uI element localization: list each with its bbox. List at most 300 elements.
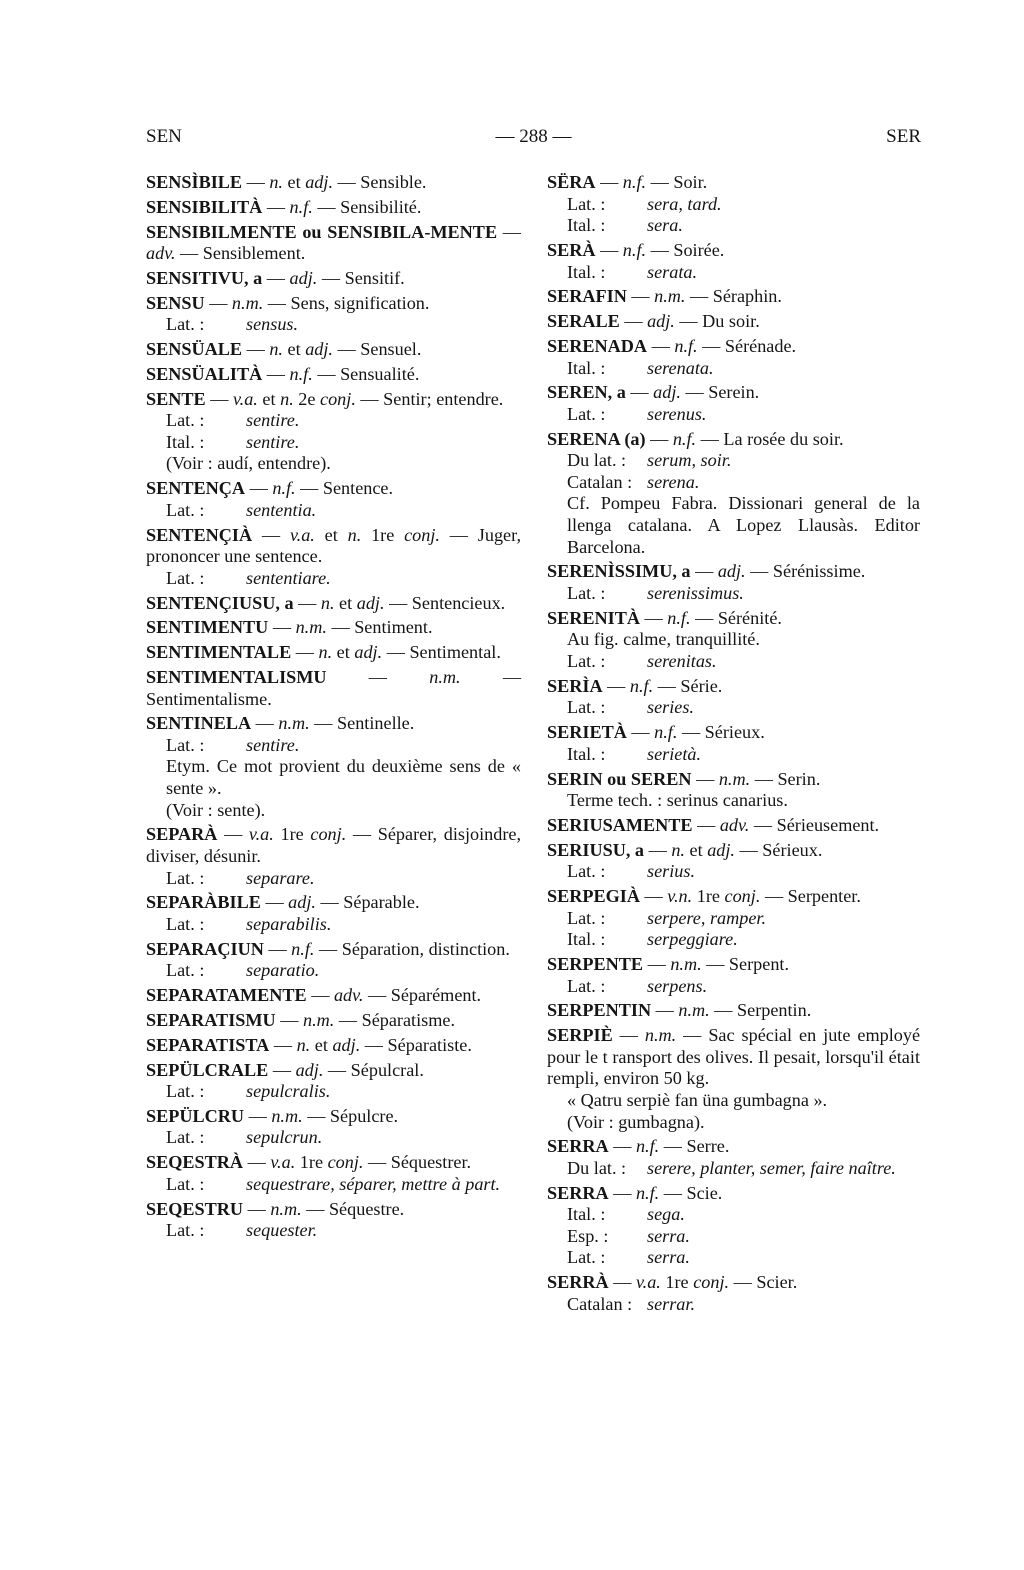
conj-label: conj. [327,1152,364,1173]
part-of-speech: n.m. [231,292,264,313]
conjugation: 1re [280,824,304,845]
entry-note: (Voir : gumbagna). [567,1111,705,1132]
etymology-line [547,1158,920,1180]
conjugation: 2e [298,388,316,409]
etymology-value: serum, soir. [647,450,732,471]
headword: SEQESTRÀ [146,1152,244,1173]
definition: Sentencieux. [411,592,506,613]
etymology-value: serra. [647,1225,690,1246]
headword: SENTE [146,388,206,409]
dictionary-entry [146,939,521,982]
dictionary-entry [146,1152,521,1195]
headword: SERIETÀ [547,722,627,743]
dictionary-entry [146,364,521,386]
etymology-line [547,215,920,237]
definition: Scie. [686,1182,723,1203]
headword: SERIUSAMENTE [547,814,693,835]
definition: Serein. [708,382,760,403]
dictionary-entry [547,172,920,237]
etymology-label: Ital. : [567,357,606,378]
headword: SENSÜALITÀ [146,363,263,384]
headword: SENSÌBILE [146,172,243,192]
part-of-speech: adj. [653,382,681,403]
etymology-value: serpere, ramper. [647,907,767,928]
etymology-line [146,868,521,890]
headword: SERÌA [547,675,603,696]
etymology-line [547,194,920,216]
part-of-speech: adj. [289,267,318,288]
definition: Séparable. [343,892,420,913]
etymology-label: Lat. : [567,697,606,718]
entry-line: SENTINELA — n.m. — Sentinelle. [146,713,415,734]
entry-line: SERÌA — n.f. — Série. [547,675,723,696]
entry-line: SEPARATISTA — n. et adj. — Séparatiste. [146,1034,472,1055]
part-of-speech: n. [318,642,333,663]
etymology-label: Lat. : [166,914,205,934]
etymology-label: Lat. : [567,907,606,928]
dictionary-entry [547,286,920,308]
headword: SËRA [547,172,596,192]
headword: SENSIBILMENTE ou SENSIBILA-MENTE [146,221,498,242]
dictionary-entry [146,1060,521,1103]
etymology-line [146,1220,521,1242]
entry-note: Terme tech. : serinus canarius. [567,790,788,811]
entry-line: SERPIÈ — n.m. — Sac spécial en jute employé pour le t ransport des olives. Il pesait, lorsqu'il était rempli, environ 50 kg. [547,1025,921,1089]
part-of-speech: n.m. [302,1009,335,1030]
conjugation: 1re [696,886,720,907]
entry-note: « Qatru serpiè fan üna gumbagna ». [567,1089,828,1110]
entry-line: SENTIMENTU — n.m. — Sentiment. [146,617,433,638]
headword: SENSITIVU, a [146,267,263,288]
definition: Sensiblement. [202,243,306,264]
left-column [146,172,521,1245]
headword: SERIN ou SEREN [547,768,692,789]
part-of-speech: n.f. [654,722,678,743]
entry-line: SEPARAÇIUN — n.f. — Séparation, distinction. [146,938,510,959]
part-of-speech: v.a. [270,1152,296,1173]
dictionary-entry [146,339,521,361]
headword: SERENA (a) [547,428,646,449]
etymology-value: serius. [647,861,695,882]
etymology-value: serena. [647,471,700,492]
part-of-speech: n.m. [644,1025,677,1046]
headword: SERENITÀ [547,607,640,628]
entry-line: SENTENÇIUSU, a — n. et adj. — Sentencieux. [146,592,506,613]
headword: SENTIMENTU [146,617,269,638]
etymology-label: Lat. : [166,314,205,335]
etymology-value: sentire. [246,431,300,452]
dictionary-entry [146,892,521,935]
part-of-speech: n. [269,339,283,360]
etymology-value: sequestrare, séparer, mettre à part. [246,1173,501,1194]
part-of-speech: n.f. [289,363,313,384]
entry-line: SERENADA — n.f. — Sérénade. [547,335,797,356]
entry-line: SERIUSAMENTE — adv. — Sérieusement. [547,814,880,835]
definition: Séparation, distinction. [341,938,510,959]
part-of-speech: adj. [717,561,746,582]
definition: Serre. [686,1136,730,1157]
dictionary-entry [146,1035,521,1057]
part-of-speech: n.m. [278,713,310,734]
dictionary-entry [146,593,521,615]
dictionary-entry [547,676,920,719]
etymology-line [547,1294,920,1316]
etymology-line [146,1081,521,1103]
definition: Sérieux. [762,839,823,860]
entry-line: SENTENÇIÀ — v.a. et n. 1re conj. — Juger, prononcer une sentence. [146,524,522,567]
part-of-speech: adj. [647,311,675,332]
entry-line: SEPARATISMU — n.m. — Séparatisme. [146,1009,456,1030]
etymology-value: sega. [647,1204,685,1225]
part-of-speech: n.m. [678,1000,710,1021]
headword: SEPARÀBILE [146,892,261,913]
etymology-value: serere, planter, semer, faire naître. [647,1157,896,1178]
dictionary-entry [146,197,521,219]
dictionary-entry [547,722,920,765]
etymology-label: Esp. : [567,1225,609,1246]
etymology-value: separatio. [246,960,320,981]
definition: Sépulcre. [329,1105,399,1126]
headword: SERPENTIN [547,1000,652,1021]
part-of-speech: n.m. [271,1105,303,1126]
entry-line: SERALE — adj. — Du soir. [547,311,760,332]
etymology-value: serenitas. [647,650,717,671]
part-of-speech: n.f. [622,239,647,260]
etymology-line [547,583,920,605]
dictionary-entry [547,840,920,883]
etymology-value: sequester. [246,1220,318,1241]
headword: SERPIÈ [547,1025,613,1046]
etymology-line [547,404,920,426]
entry-line: SEPÜLCRU — n.m. — Sépulcre. [146,1105,399,1126]
entry-line: SENSITIVU, a — adj. — Sensitif. [146,267,405,288]
etymology-value: serra. [647,1247,690,1268]
part-of-speech: adj. [288,892,316,913]
dictionary-entry [547,886,920,951]
etymology-label: Lat. : [166,960,205,981]
etymology-line [547,861,920,883]
etymology-label: Catalan : [567,471,633,492]
definition: Séparément. [390,985,482,1006]
entry-line: SENSÌBILE — n. et adj. — Sensible. [146,172,427,192]
etymology-line [146,914,521,936]
dictionary-entry [547,561,920,604]
conj-label: conj. [310,824,347,845]
part-of-speech: n. [671,839,685,860]
headword: SERAFIN [547,286,627,307]
etymology-value: sententiare. [246,567,331,588]
entry-line: SERENÌSSIMU, a — adj. — Sérénissime. [547,561,866,582]
entry-note: (Voir : audí, entendre). [166,453,331,474]
entry-line: SEPARÀBILE — adj. — Séparable. [146,892,420,913]
headword: SENTINELA [146,713,252,734]
entry-line: SERPENTIN — n.m. — Serpentin. [547,1000,812,1021]
entry-line: SERPEGIÀ — v.n. 1re conj. — Serpenter. [547,886,861,907]
conjugation: 1re [299,1152,324,1173]
headword: SEPÜLCRALE [146,1059,269,1080]
part-of-speech: v.a. [635,1272,661,1293]
definition: Sensible. [360,172,427,192]
entry-note: (Voir : sente). [166,799,266,820]
definition: Serpentin. [737,1000,812,1021]
dictionary-entry [146,824,521,889]
etymology-label: Ital. : [567,743,606,764]
running-head-right: SER [886,126,921,147]
entry-note: Au fig. calme, tranquillité. [567,629,760,650]
etymology-line [547,358,920,380]
part-of-speech-2: adj. [305,172,333,192]
etymology-line [146,500,521,522]
dictionary-entry [547,1025,920,1133]
dictionary-entry [547,1183,920,1269]
part-of-speech: n. [269,172,283,192]
part-of-speech-2: adj. [354,642,383,663]
etymology-label: Lat. : [567,650,606,671]
part-of-speech: n.m. [270,1198,302,1219]
definition: Sépulcral. [350,1059,424,1080]
dictionary-entry [146,268,521,290]
definition: Sérieux. [704,722,765,743]
dictionary-entry [547,608,920,673]
definition: Sens, signification. [290,292,430,313]
entry-line: SERENA (a) — n.f. — La rosée du soir. [547,428,844,449]
conj-label: conj. [320,388,356,409]
etymology-value: series. [647,697,694,718]
definition: Du soir. [702,311,760,332]
etymology-value: serpens. [647,975,708,996]
dictionary-entry [547,336,920,379]
part-of-speech: adv. [146,243,176,264]
part-of-speech: n.f. [667,607,691,628]
dictionary-entry [547,429,920,559]
definition: Sensitif. [344,267,405,288]
etymology-line [547,1204,920,1226]
headword: SERENÌSSIMU, a [547,561,691,582]
entry-line: SEREN, a — adj. — Serein. [547,382,760,403]
etymology-label: Lat. : [166,499,205,520]
part-of-speech: n.f. [272,478,296,499]
entry-line: SENSIBILMENTE ou SENSIBILA-MENTE — adv. — Sensiblement. [146,221,521,264]
definition: Scier. [756,1272,798,1293]
etymology-label: Lat. : [166,1127,205,1148]
headword: SENTENÇIUSU, a [146,592,294,613]
etymology-label: Lat. : [567,583,606,603]
definition: Sensuel. [360,339,422,360]
etymology-line [547,908,920,930]
page-number: — 288 — [495,126,572,147]
etymology-label: Ital. : [567,929,606,950]
definition: Sentir; entendre. [383,388,504,409]
etymology-value: sentire. [246,410,300,431]
part-of-speech: n.m. [429,666,461,687]
headword: SENSÜALE [146,339,243,360]
etymology-value: serpeggiare. [647,929,738,950]
definition: Soir. [673,172,708,192]
etymology-label: Ital. : [567,1204,606,1225]
conjugation: 1re [371,524,395,545]
dictionary-entry [146,293,521,336]
part-of-speech-2: n. [347,524,362,545]
part-of-speech: n.f. [672,428,697,449]
etymology-line [547,1247,920,1269]
part-of-speech-2: adj. [305,339,333,360]
definition: Sensualité. [340,363,420,384]
etymology-label: Lat. : [166,734,205,755]
definition: Séparer, disjoindre, diviser, désunir. [146,824,522,867]
part-of-speech: n.f. [622,172,647,192]
etymology-label: Ital. : [567,261,606,282]
etymology-line [146,432,521,454]
dictionary-entry [146,222,521,265]
headword: SERRA [547,1182,609,1203]
headword: SEPÜLCRU [146,1105,245,1126]
headword: SEPARATISTA [146,1034,270,1055]
conj-label: conj. [404,524,440,545]
entry-line: SENTIMENTALE — n. et adj. — Sentimental. [146,642,501,663]
dictionary-entry [146,1199,521,1242]
part-of-speech: n.f. [635,1136,660,1157]
headword: SERENADA [547,335,648,356]
dictionary-entry [146,389,521,475]
etymology-label: Lat. : [166,410,205,431]
definition: Sentimentalisme. [146,688,272,709]
part-of-speech: n.m. [295,617,327,638]
etymology-value: separare. [246,867,315,888]
conjugation: 1re [665,1272,689,1293]
headword: SENSIBILITÀ [146,196,263,217]
headword: SERRA [547,1136,609,1157]
definition: Sérieusement. [776,814,880,835]
etymology-line [146,960,521,982]
entry-line: SERIN ou SEREN — n.m. — Serin. [547,768,821,789]
etymology-label: Du lat. : [567,1157,627,1178]
entry-line: SERIUSU, a — n. et adj. — Sérieux. [547,839,823,860]
entry-line: SERIETÀ — n.f. — Sérieux. [547,722,765,743]
definition: Serpent. [728,954,790,974]
dictionary-entry [146,1106,521,1149]
dictionary-entry [547,954,920,997]
etymology-line [547,262,920,284]
definition: Juger, prononcer une sentence. [146,524,522,567]
etymology-line [146,410,521,432]
definition: Sérénade. [724,335,797,356]
entry-line: SERRÀ — v.a. 1re conj. — Scier. [547,1272,798,1293]
definition: Sérénissime. [772,561,866,582]
headword: SENTENÇA [146,478,246,499]
definition: Soirée. [673,239,725,260]
headword: SEREN, a [547,382,626,403]
etymology-line [547,744,920,766]
dictionary-entry [547,1136,920,1179]
headword: SENSU [146,292,205,313]
etymology-value: serietà. [647,743,702,764]
part-of-speech: n.m. [670,954,702,974]
part-of-speech: v.a. [289,524,315,545]
headword: SERPENTE [547,954,644,974]
part-of-speech: adj. [295,1059,324,1080]
part-of-speech: n.f. [674,335,698,356]
entry-line: SENSIBILITÀ — n.f. — Sensibilité. [146,196,422,217]
definition: Sensibilité. [340,196,422,217]
dictionary-entry [146,172,521,194]
etymology-line [146,1127,521,1149]
etymology-label: Du lat. : [567,450,627,471]
dictionary-entry [146,713,521,821]
part-of-speech: adv. [719,814,750,835]
etymology-value: sera, tard. [647,193,722,214]
definition: Séparatiste. [387,1034,472,1055]
definition: La rosée du soir. [723,428,844,449]
definition: Séquestre. [328,1198,405,1219]
etymology-value: serenus. [647,403,707,424]
definition: Sentimental. [409,642,501,663]
part-of-speech: v.n. [667,886,693,907]
dictionary-entry [547,769,920,812]
etymology-label: Lat. : [567,403,606,424]
entry-line: SERÀ — n.f. — Soirée. [547,239,725,260]
etymology-line [146,735,521,757]
entry-line: SERAFIN — n.m. — Séraphin. [547,286,782,307]
part-of-speech: n. [320,592,335,613]
dictionary-entry [146,985,521,1007]
entry-line: SENSÜALE — n. et adj. — Sensuel. [146,339,422,360]
dictionary-entry [146,478,521,521]
etymology-value: separabilis. [246,914,332,934]
entry-line: SEPARATAMENTE — adv. — Séparément. [146,985,482,1006]
entry-line: SENTENÇA — n.f. — Sentence. [146,478,394,499]
entry-line: SERRA — n.f. — Serre. [547,1136,730,1157]
conj-label: conj. [693,1272,730,1293]
part-of-speech-2: adj. [707,839,735,860]
etymology-value: sera. [647,215,683,236]
part-of-speech: n.f. [289,196,313,217]
etymology-line [547,450,920,472]
entry-note: Cf. Pompeu Fabra. Dissionari general de la llenga catalana. A Lopez Llausàs. Editor Barcelona. [567,493,920,557]
etymology-label: Lat. : [166,1081,205,1102]
etymology-line [146,568,521,590]
definition: Série. [680,675,723,696]
etymology-label: Lat. : [567,975,606,996]
definition: Sentinelle. [337,713,415,734]
entry-line: SERRA — n.f. — Scie. [547,1182,723,1203]
dictionary-entry [146,525,521,590]
entry-line: SENSÜALITÀ — n.f. — Sensualité. [146,363,420,384]
etymology-line [146,314,521,336]
part-of-speech-2: adj. [332,1034,361,1055]
dictionary-entry [547,311,920,333]
part-of-speech: v.a. [248,824,274,845]
etymology-label: Lat. : [166,1173,205,1194]
etymology-label: Catalan : [567,1293,633,1314]
entry-line: SEQESTRÀ — v.a. 1re conj. — Séquestrer. [146,1152,472,1173]
etymology-label: Ital. : [166,431,205,452]
entry-line: SËRA — n.f. — Soir. [547,172,708,192]
etymology-label: Lat. : [166,867,205,888]
part-of-speech: n.m. [718,768,751,789]
etymology-line [547,697,920,719]
etymology-line [146,1174,521,1196]
part-of-speech: v.a. [232,388,258,409]
dictionary-entry [547,382,920,425]
page-header [146,126,921,156]
etymology-label: Lat. : [567,1247,606,1268]
etymology-line [547,472,920,494]
etymology-label: Lat. : [567,861,606,882]
part-of-speech-2: adj. [356,592,385,613]
headword: SENTIMENTALE [146,642,292,663]
etymology-value: serenissimus. [647,583,744,603]
dictionary-entry [547,1000,920,1022]
